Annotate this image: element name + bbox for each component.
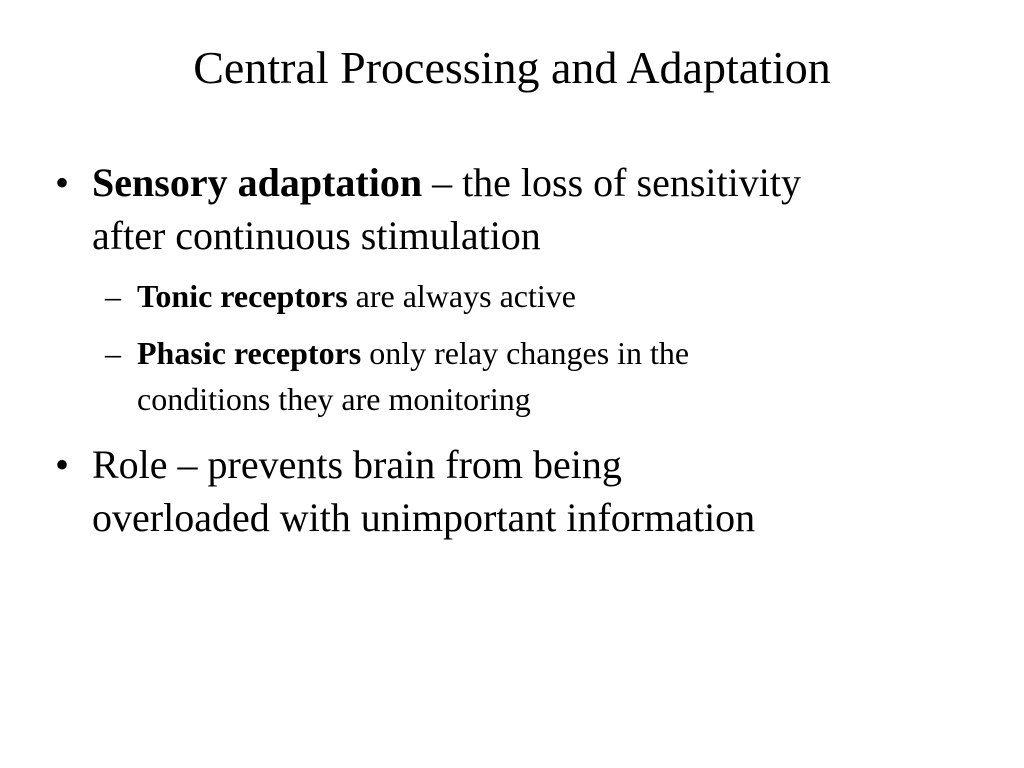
bullet-line <box>92 156 922 209</box>
sub-bullet-marker: – <box>105 278 121 314</box>
term-phasic-receptors: Phasic receptors <box>137 335 362 371</box>
slide-title: Central Processing and Adaptation <box>193 42 831 93</box>
sub-bullet-marker: – <box>105 335 121 371</box>
bullet-line: overloaded with unimportant information <box>92 495 756 540</box>
sub-bullet-line: conditions they are monitoring <box>137 381 531 417</box>
bullet-text <box>92 156 922 262</box>
term-sensory-adaptation: Sensory adaptation <box>92 160 423 205</box>
bullet-line: after continuous stimulation <box>92 213 541 258</box>
term-tonic-receptors: Tonic receptors <box>137 278 348 314</box>
bullet-marker: • <box>55 160 70 205</box>
sub-bullet-text <box>137 273 857 319</box>
sub-bullet-rest: are always active <box>347 278 576 314</box>
sub-bullet-rest: only relay changes in the <box>361 335 690 371</box>
definition-text: – the loss of sensitivity <box>422 160 801 205</box>
bullet-marker: • <box>55 442 70 487</box>
bullet-text <box>92 438 922 544</box>
sub-bullet-text <box>137 330 857 422</box>
sub-bullet-line <box>137 330 857 376</box>
bullet-line: Role – prevents brain from being <box>92 442 622 487</box>
